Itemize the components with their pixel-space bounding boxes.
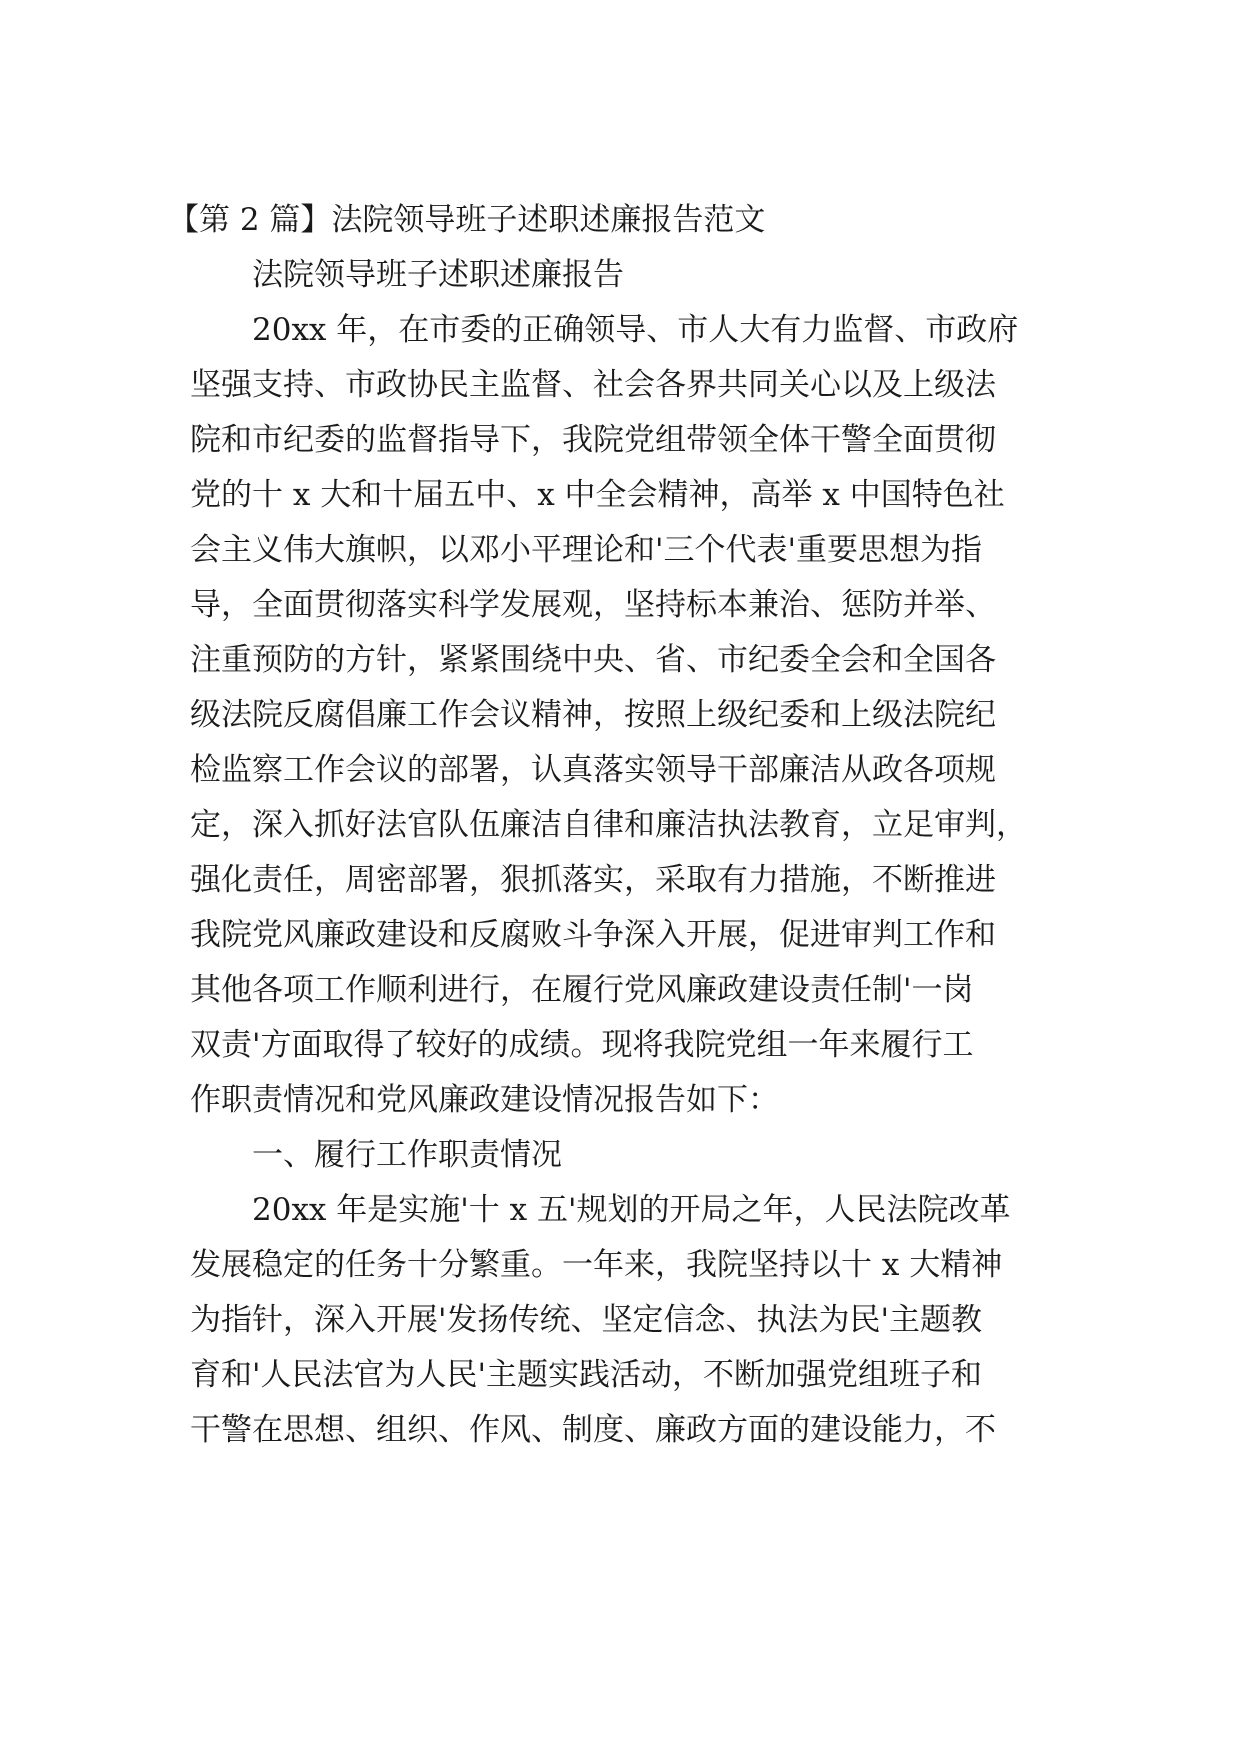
section-heading: 一、履行工作职责情况 [252, 1137, 562, 1173]
paragraph-line: 干警在思想、组织、作风、制度、廉政方面的建设能力，不 [190, 1412, 996, 1448]
paragraph-line: 其他各项工作顺利进行，在履行党风廉政建设责任制'一岗 [190, 972, 974, 1008]
paragraph-line: 强化责任，周密部署，狠抓落实，采取有力措施，不断推进 [190, 862, 996, 898]
paragraph-line: 导，全面贯彻落实科学发展观，坚持标本兼治、惩防并举、 [190, 587, 996, 623]
paragraph-line: 坚强支持、市政协民主监督、社会各界共同关心以及上级法 [190, 367, 996, 403]
paragraph-line: 党的十 x 大和十届五中、x 中全会精神，高举 x 中国特色社 [190, 477, 1005, 513]
paragraph-line: 我院党风廉政建设和反腐败斗争深入开展，促进审判工作和 [190, 917, 996, 953]
paragraph-line: 院和市纪委的监督指导下，我院党组带领全体干警全面贯彻 [190, 422, 996, 458]
document-title: 【第 2 篇】法院领导班子述职述廉报告范文 [168, 202, 766, 238]
paragraph-line: 注重预防的方针，紧紧围绕中央、省、市纪委全会和全国各 [190, 642, 996, 678]
paragraph-line: 发展稳定的任务十分繁重。一年来，我院坚持以十 x 大精神 [190, 1247, 1003, 1283]
paragraph-line: 20xx 年是实施'十 x 五'规划的开局之年，人民法院改革 [252, 1192, 1011, 1228]
paragraph-line: 检监察工作会议的部署，认真落实领导干部廉洁从政各项规 [190, 752, 996, 788]
document-subtitle: 法院领导班子述职述廉报告 [252, 257, 624, 293]
paragraph-line: 双责'方面取得了较好的成绩。现将我院党组一年来履行工 [190, 1027, 974, 1063]
paragraph-line: 育和'人民法官为人民'主题实践活动，不断加强党组班子和 [190, 1357, 983, 1393]
paragraph-line: 级法院反腐倡廉工作会议精神，按照上级纪委和上级法院纪 [190, 697, 996, 733]
paragraph-line: 为指针，深入开展'发扬传统、坚定信念、执法为民'主题教 [190, 1302, 983, 1338]
paragraph-line: 会主义伟大旗帜，以邓小平理论和'三个代表'重要思想为指 [190, 532, 983, 568]
paragraph-line: 作职责情况和党风廉政建设情况报告如下： [190, 1082, 779, 1118]
paragraph-line: 20xx 年，在市委的正确领导、市人大有力监督、市政府 [252, 312, 1019, 348]
paragraph-line: 定，深入抓好法官队伍廉洁自律和廉洁执法教育，立足审判， [190, 807, 1027, 843]
